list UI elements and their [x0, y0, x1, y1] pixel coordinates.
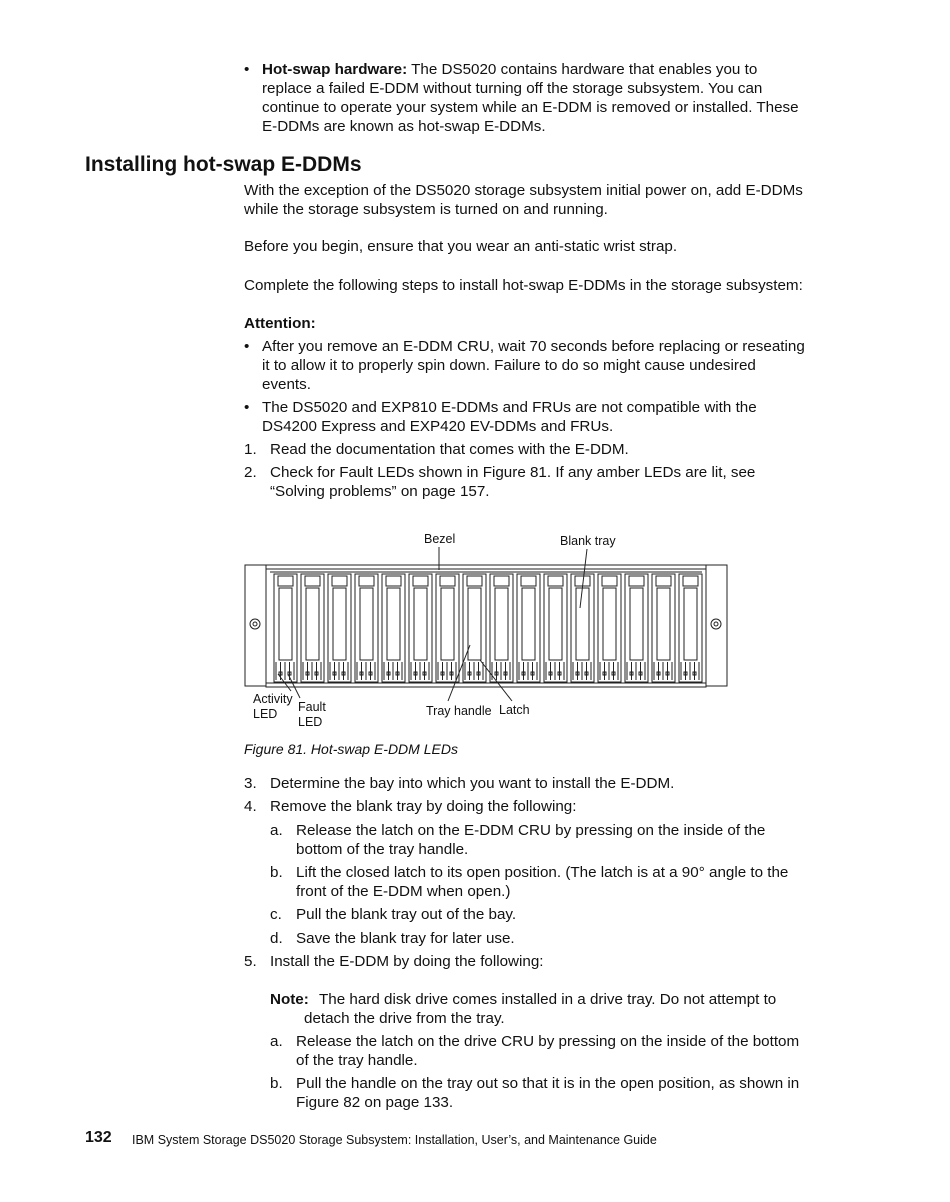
tray-top-latch	[548, 576, 563, 586]
right-screw-icon	[711, 619, 721, 629]
intro-lead: Hot-swap hardware:	[262, 61, 408, 78]
tray-handle	[684, 588, 697, 660]
tray-top-latch	[602, 576, 617, 586]
tray-handle	[603, 588, 616, 660]
step-number: 2.	[244, 464, 257, 481]
section-heading: Installing hot-swap E-DDMs	[85, 153, 362, 176]
step-number: 1.	[244, 441, 257, 458]
label-activity-led: Activity	[253, 692, 293, 706]
tray-handle	[657, 588, 670, 660]
label-fault-led-2: LED	[298, 715, 323, 729]
blank-tray-leader	[580, 549, 587, 608]
paragraph: Complete the following steps to install hot-swap E-DDMs in the storage subsystem:	[244, 277, 803, 294]
tray-handle	[630, 588, 643, 660]
page-number: 132	[85, 1129, 112, 1146]
right-screw-center	[714, 622, 718, 626]
left-screw-center	[253, 622, 257, 626]
attention-label: Attention:	[244, 315, 316, 332]
intro-line: continue to operate your system while an E-DDM is removed or installed. These	[262, 99, 799, 116]
intro-line: E-DDMs are known as hot-swap E-DDMs.	[262, 118, 546, 135]
bullet-marker: •	[244, 61, 250, 78]
footer-title: IBM System Storage DS5020 Storage Subsystem: Installation, User’s, and Maintenance Guide	[132, 1133, 657, 1147]
tray-top-latch	[386, 576, 401, 586]
tray-top-latch	[278, 576, 293, 586]
label-fault-led: Fault	[298, 700, 326, 714]
paragraph: Before you begin, ensure that you wear an anti-static wrist strap.	[244, 238, 678, 255]
label-tray-handle: Tray handle	[426, 704, 492, 718]
tray-top-latch	[629, 576, 644, 586]
note-label: Note:	[270, 991, 309, 1008]
label-bezel: Bezel	[424, 532, 456, 546]
left-screw-icon	[250, 619, 260, 629]
label-latch: Latch	[499, 703, 530, 717]
substep-letter: b.	[270, 1075, 283, 1092]
tray-handle	[306, 588, 319, 660]
bullet-marker: •	[244, 399, 250, 416]
substep-letter: d.	[270, 930, 283, 947]
tray-handle	[576, 588, 589, 660]
tray-top-latch	[332, 576, 347, 586]
tray-top-latch	[683, 576, 698, 586]
intro-line: replace a failed E-DDM without turning off the storage subsystem. You can	[262, 80, 763, 97]
tray-top-latch	[521, 576, 536, 586]
tray-top-latch	[359, 576, 374, 586]
tray-handle	[549, 588, 562, 660]
label-blank-tray: Blank tray	[560, 534, 616, 548]
tray-handle	[495, 588, 508, 660]
tray-handle	[441, 588, 454, 660]
tray-top-latch	[656, 576, 671, 586]
tray-handle	[387, 588, 400, 660]
tray-handle	[333, 588, 346, 660]
substep-letter: a.	[270, 1033, 283, 1050]
figure-caption: Figure 81. Hot-swap E-DDM LEDs	[244, 741, 458, 757]
bullet-marker: •	[244, 338, 250, 355]
tray-handle	[279, 588, 292, 660]
tray-top-latch	[467, 576, 482, 586]
tray-handle	[468, 588, 481, 660]
step-number: 5.	[244, 953, 257, 970]
tray-handle	[360, 588, 373, 660]
storage-subsystem-illustration	[244, 528, 730, 733]
substep-letter: a.	[270, 822, 283, 839]
tray-top-latch	[413, 576, 428, 586]
tray-handle	[414, 588, 427, 660]
step-number: 3.	[244, 775, 257, 792]
tray-handle	[522, 588, 535, 660]
substep-letter: c.	[270, 906, 282, 923]
tray-top-latch	[440, 576, 455, 586]
tray-top-latch	[305, 576, 320, 586]
label-activity-led-2: LED	[253, 707, 278, 721]
tray-top-latch	[494, 576, 509, 586]
substep-letter: b.	[270, 864, 283, 881]
step-number: 4.	[244, 798, 257, 815]
